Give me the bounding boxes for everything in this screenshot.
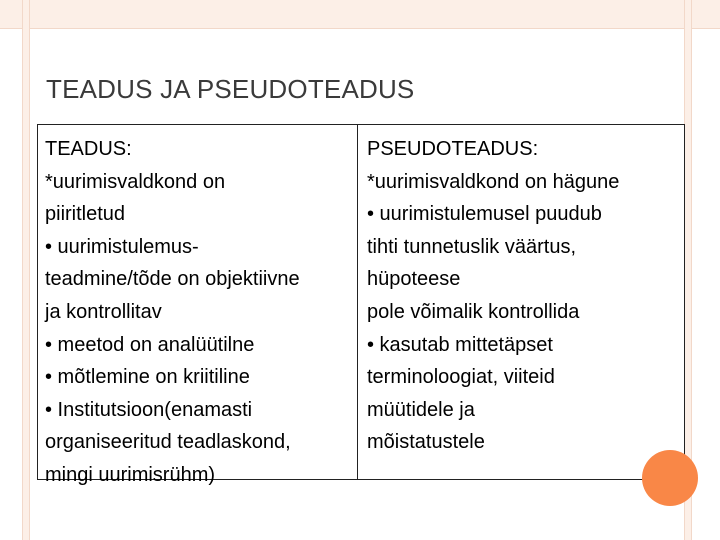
teadus-point-thinking: • mõtlemine on kriitiline: [45, 366, 250, 389]
teadus-point-field: *uurimisvaldkond on piiritletud: [45, 170, 226, 226]
pseudoteadus-point-result: • uurimistulemusel puudub tihti tunnetuslik väärtus, hüpoteese: [367, 203, 602, 291]
pseudoteadus-point-hypotheses: pole võimalik kontrollida: [367, 300, 580, 323]
pseudoteadus-column: [358, 125, 684, 479]
pseudoteadus-heading: PSEUDOTEADUS:: [367, 138, 539, 160]
comparison-table: [37, 124, 685, 486]
slide-title: TEADUS JA PSEUDOTEADUS: [46, 74, 415, 104]
teadus-point-institution: • Institutsioon(enamasti organiseeritud teadlaskond, mingi uurimisrühm): [45, 398, 291, 486]
accent-circle: [642, 450, 698, 506]
teadus-heading: TEADUS:: [45, 138, 132, 160]
teadus-point-result: • uurimistulemus- teadmine/tõde on objektiivne ja kontrollitav: [45, 235, 300, 323]
slide-frame-left: [22, 0, 30, 540]
teadus-point-method: • meetod on analüütilne: [45, 333, 255, 356]
slide-frame-top: [0, 0, 720, 29]
pseudoteadus-point-terminology: • kasutab mittetäpset terminoloogiat, viiteid müütidele ja mõistatustele: [367, 333, 555, 454]
teadus-column: [38, 125, 358, 486]
pseudoteadus-point-field: *uurimisvaldkond on hägune: [367, 170, 620, 193]
